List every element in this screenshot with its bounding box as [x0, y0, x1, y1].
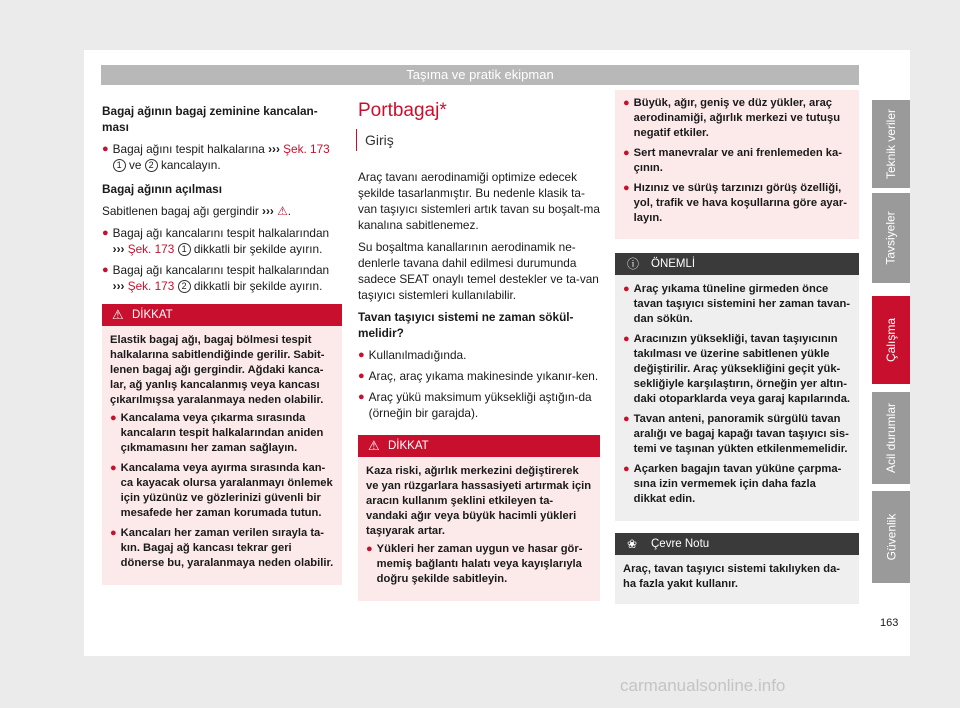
column-2	[358, 99, 600, 601]
page-header: Taşıma ve pratik ekipman	[101, 65, 859, 85]
bullet-icon: ●	[358, 391, 365, 403]
paragraph: Araç tavanı aerodinamiği optimize edecek şekilde tasarlanmıştır. Bu nedenle klasik ta-van taşıyıcı sistemleri artık tavan su boşalt-ma kanalına sabitlenemez.	[358, 170, 600, 232]
list-item: ● Kancalama veya çıkarma sırasında kancaların tespit halkalarından aniden çıkmamasını her zaman sağlayın.	[110, 412, 324, 454]
important-header: ⓘ ÖNEMLİ	[615, 253, 859, 275]
list-item: ● Araç, araç yıkama makinesinde yıkanır-ken.	[358, 369, 599, 383]
column-3	[615, 90, 859, 604]
warning-box	[102, 304, 342, 585]
warning-box	[358, 435, 600, 601]
bullet-icon: ●	[102, 227, 109, 239]
figure-link[interactable]: Şek. 173	[127, 242, 175, 256]
bullet-icon: ●	[623, 97, 630, 109]
paragraph: Sabitlenen bagaj ağı gergindir ››› ⚠.	[102, 204, 291, 218]
warning-header: ⚠ DİKKAT	[358, 435, 600, 457]
bullet-icon: ●	[623, 283, 630, 295]
figure-link[interactable]: Şek. 173	[283, 142, 330, 156]
callout-number: 2	[145, 159, 158, 172]
page-number: 163	[880, 617, 899, 629]
column-1	[102, 99, 342, 585]
list-item: ● Büyük, ağır, geniş ve düz yükler, araç aerodinamiği, ağırlık merkezi ve tutuşu negatif etkiler.	[623, 97, 841, 139]
list-item: ● Kancaları her zaman verilen sırayla ta-kın. Bagaj ağ kancası tekrar geri dönerse bu, yaralanmaya neden olabilir.	[110, 527, 334, 569]
bullet-icon: ●	[110, 462, 117, 474]
list-item: ● Yükleri her zaman uygun ve hasar gör-memiş bağlantı halatı veya kayışlarıyla doğru şekilde sabitleyin.	[366, 543, 583, 585]
warning-continuation-box	[615, 90, 859, 239]
important-body	[615, 275, 859, 521]
warning-body: Kaza riski, ağırlık merkezini değiştirerek ve yan rüzgarlara hassasiyeti artırmak için aracın kullanım şeklini etkileyen ta-vandaki ağır veya büyük hacimli yükleri taşıyarak artar. ● Yükleri her zaman uygun ve hasar gör-memiş bağlantı halatı veya kayışlarıyla doğru şekilde sabitleyin.	[366, 465, 592, 585]
list-item: ● Bagaj ağı kancalarını tespit halkalarından ››› Şek. 173 2 dikkatli bir şekilde ayırın.	[102, 263, 330, 293]
bullet-icon: ●	[102, 264, 109, 276]
environment-icon: ❀	[627, 537, 638, 551]
bullet-icon: ●	[623, 147, 630, 159]
warning-header: ⚠ DİKKAT	[102, 304, 342, 326]
info-circle-icon: ⓘ	[627, 257, 640, 271]
bullet-icon: ●	[110, 527, 117, 539]
important-box	[615, 253, 859, 521]
bullet-icon: ●	[623, 182, 630, 194]
section-subtitle: Giriş	[356, 129, 600, 151]
callout-number: 2	[178, 280, 191, 293]
environment-note-header: ❀ Çevre Notu	[615, 533, 859, 555]
callout-number: 1	[113, 159, 126, 172]
list-item: ● Kullanılmadığında.	[358, 348, 467, 362]
callout-number: 1	[178, 243, 191, 256]
list-item: ● Tavan anteni, panoramik sürgülü tavan aralığı ve bagaj kapağı tavan taşıyıcı sis-temi ve taşınan yükten etkilenmemelidir.	[623, 413, 849, 455]
list-item: ● Bagaj ağı kancalarını tespit halkalarından ››› Şek. 173 1 dikkatli bir şekilde ayırın.	[102, 226, 330, 256]
warning-triangle-icon: ⚠	[277, 204, 288, 218]
list-item: ● Araç yükü maksimum yüksekliği aştığın-da (örneğin bir garajda).	[358, 390, 592, 420]
bullet-icon: ●	[110, 412, 117, 424]
tab-tavsiyeler[interactable]: Tavsiyeler	[872, 193, 910, 283]
figure-link[interactable]: Şek. 173	[127, 279, 175, 293]
list-item: ● Bagaj ağını tespit halkalarına ››› Şek. 173 1 ve 2 kancalayın.	[102, 142, 330, 172]
section-heading: Bagaj ağının bagaj zeminine kancalan-ması	[102, 104, 318, 134]
paragraph: Su boşaltma kanallarının aerodinamik ne-denlerle tavana dahil edilmesi durumunda sadece SEAT onaylı temel destekler ve ta-van taşıyıcı sistemleri kullanılabilir.	[358, 240, 599, 302]
list-item: ● Araç yıkama tüneline girmeden önce tavan taşıyıcı sistemini her zaman tavan-dan sökün.	[623, 283, 851, 325]
list-item: ● Kancalama veya ayırma sırasında kan-ca kayacak olursa yaralanmayı önlemek için yüzünüz ve gözlerinizi güvenli bir mesafede her zaman korumada tutun.	[110, 462, 333, 519]
bullet-icon: ●	[358, 370, 365, 382]
warning-triangle-icon: ⚠	[112, 307, 124, 322]
list-item: ● Hızınız ve sürüş tarzınızı görüş özelliği, yol, trafik ve hava koşullarına göre ayar-layın.	[623, 182, 847, 224]
bullet-icon: ●	[102, 143, 109, 155]
tab-teknik-veriler[interactable]: Teknik veriler	[872, 100, 910, 188]
bullet-icon: ●	[623, 413, 630, 425]
environment-note-body: Araç, tavan taşıyıcı sistemi takılıyken da-ha fazla yakıt kullanır.	[623, 563, 841, 590]
list-item: ● Açarken bagajın tavan yüküne çarpma-sına izin vermemek için daha fazla dikkat edin.	[623, 463, 842, 505]
list-item: ● Sert manevralar ve ani frenlemeden ka-çının.	[623, 147, 842, 174]
list-item: ● Aracınızın yüksekliği, tavan taşıyıcının takılması ve üzerine sabitlenen yükle değiştirilir. Araç yüksekliğini geçit yük-sekliğiyle karşılaştırın, örneğin yer altın-daki otoparklarda veya garaj kapılarında.	[623, 333, 851, 405]
bullet-icon: ●	[358, 349, 365, 361]
tab-calisma[interactable]: Çalışma	[872, 296, 910, 384]
bullet-icon: ●	[623, 463, 630, 475]
section-heading: Tavan taşıyıcı sistemi ne zaman sökül-melidir?	[358, 310, 574, 340]
tab-acil-durumlar[interactable]: Acil durumlar	[872, 392, 910, 484]
watermark: carmanualsonline.info	[620, 676, 786, 695]
warning-body: Elastik bagaj ağı, bagaj bölmesi tespit halkalarına sabitlendiğinde gerilir. Sabit-lenen bagaj ağı gergindir. Ağdaki kanca-lar, ağ yanlış kancalanmış veya kancası çıkarılmışsa yaralanmaya neden olabilir. ● Kancalama veya çıkarma sırasında kancaların tespit halkalarından aniden çıkmamasını her zaman sağlayın. ● Kancalama veya ayırma sırasında kan-ca kayacak olursa yaralanmayı önlemek için yüzünüz ve gözlerinizi güvenli bir mesafede her zaman korumada tutun. ● Kancaları her zaman verilen sırayla ta-kın. Bagaj ağ kancası tekrar geri dönerse bu, yaralanmaya neden olabilir.	[110, 334, 334, 569]
warning-triangle-icon: ⚠	[368, 438, 380, 453]
bullet-icon: ●	[623, 333, 630, 345]
section-heading: Bagaj ağının açılması	[102, 182, 222, 196]
section-title: Portbagaj*	[358, 100, 447, 121]
bullet-icon: ●	[366, 543, 373, 555]
tab-guvenlik[interactable]: Güvenlik	[872, 491, 910, 583]
environment-note-box	[615, 533, 859, 604]
